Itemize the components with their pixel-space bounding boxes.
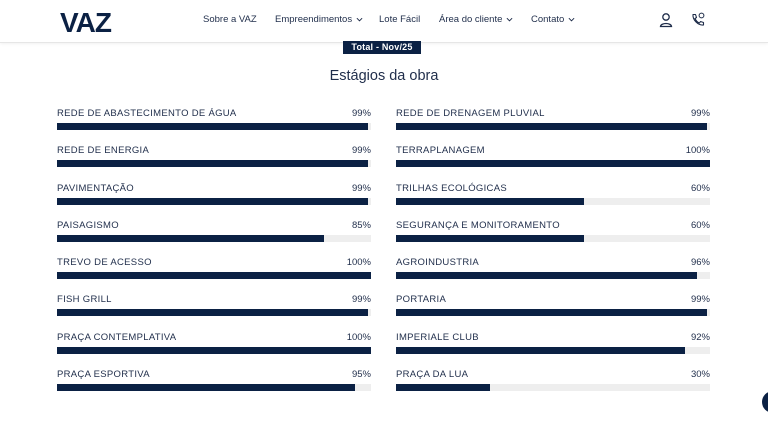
stage-label: PRAÇA CONTEMPLATIVA — [57, 331, 177, 343]
stage-percent: 99% — [351, 294, 371, 306]
stage-item — [396, 106, 710, 143]
stage-label: PAVIMENTAÇÃO — [57, 182, 134, 194]
progress-fill — [57, 123, 368, 130]
progress-fill — [57, 272, 371, 279]
stage-item — [396, 292, 710, 329]
progress-track — [57, 160, 371, 167]
progress-track — [57, 384, 371, 391]
stage-label: PRAÇA DA LUA — [396, 369, 469, 381]
stage-item — [57, 181, 371, 218]
stage-item — [396, 143, 710, 180]
nav-empreendimentos[interactable]: Empreendimentos — [275, 14, 363, 25]
progress-fill — [57, 309, 368, 316]
stage-item — [396, 330, 710, 367]
progress-track — [396, 309, 710, 316]
phone-icon[interactable] — [690, 12, 706, 28]
stage-percent: 30% — [690, 369, 710, 381]
site-header — [0, 0, 768, 43]
stage-percent: 99% — [351, 182, 371, 194]
chevron-down-icon — [568, 16, 575, 23]
stage-label: TREVO DE ACESSO — [57, 257, 152, 269]
progress-fill — [57, 198, 368, 205]
vaz-logo[interactable] — [60, 8, 124, 36]
progress-track — [57, 272, 371, 279]
chevron-down-icon — [356, 16, 363, 23]
progress-track — [396, 235, 710, 242]
nav-area-cliente[interactable]: Área do cliente — [439, 14, 513, 25]
chevron-down-icon — [506, 16, 513, 23]
stage-percent: 60% — [690, 182, 710, 194]
progress-track — [57, 198, 371, 205]
stage-label: PAISAGISMO — [57, 219, 119, 231]
svg-text:VAZ: VAZ — [60, 8, 111, 36]
stage-percent: 60% — [690, 219, 710, 231]
stage-percent: 100% — [685, 145, 710, 157]
period-badge: Total - Nov/25 — [343, 41, 421, 54]
stage-item — [396, 255, 710, 292]
progress-track — [396, 347, 710, 354]
stage-percent: 100% — [346, 331, 371, 343]
stage-percent: 95% — [351, 369, 371, 381]
progress-fill — [396, 309, 707, 316]
stage-item — [396, 367, 710, 404]
progress-fill — [396, 235, 584, 242]
progress-track — [396, 198, 710, 205]
progress-fill — [57, 160, 368, 167]
progress-track — [396, 123, 710, 130]
chat-widget-button[interactable] — [762, 391, 768, 413]
progress-track — [57, 123, 371, 130]
stage-label: REDE DE ABASTECIMENTO DE ÁGUA — [57, 108, 237, 119]
stage-label: REDE DE DRENAGEM PLUVIAL — [396, 108, 545, 119]
stage-label: TERRAPLANAGEM — [396, 145, 485, 157]
stage-item — [57, 367, 371, 404]
stage-label: SEGURANÇA E MONITORAMENTO — [396, 219, 560, 231]
stage-label: PRAÇA ESPORTIVA — [57, 369, 150, 381]
stage-percent: 99% — [690, 294, 710, 306]
progress-track — [57, 309, 371, 316]
stage-percent: 85% — [351, 219, 371, 231]
section-title: Estágios da obra — [329, 68, 439, 84]
progress-fill — [396, 384, 490, 391]
progress-fill — [57, 347, 371, 354]
progress-track — [396, 272, 710, 279]
stage-item — [57, 330, 371, 367]
stage-item — [57, 106, 371, 143]
nav-sobre[interactable]: Sobre a VAZ — [203, 14, 257, 25]
stage-item — [57, 218, 371, 255]
stage-item — [57, 143, 371, 180]
stage-item — [396, 218, 710, 255]
stage-percent: 99% — [351, 108, 371, 119]
stage-label: PORTARIA — [396, 294, 447, 306]
stage-percent: 99% — [351, 145, 371, 157]
stages-left-column — [57, 106, 371, 404]
progress-track — [57, 347, 371, 354]
stage-label: IMPERIALE CLUB — [396, 331, 479, 343]
progress-fill — [57, 235, 324, 242]
nav-contato[interactable]: Contato — [531, 14, 575, 25]
stage-percent: 99% — [690, 108, 710, 119]
nav-lote-facil[interactable]: Lote Fácil — [379, 14, 421, 25]
stage-percent: 92% — [690, 331, 710, 343]
stage-label: AGROINDUSTRIA — [396, 257, 480, 269]
progress-fill — [396, 347, 685, 354]
progress-fill — [396, 272, 697, 279]
stage-label: TRILHAS ECOLÓGICAS — [396, 182, 507, 194]
stage-item — [57, 292, 371, 329]
user-icon[interactable] — [658, 12, 674, 28]
stage-item — [396, 181, 710, 218]
progress-fill — [396, 160, 710, 167]
progress-fill — [57, 384, 355, 391]
progress-fill — [396, 198, 584, 205]
progress-track — [57, 235, 371, 242]
progress-track — [396, 384, 710, 391]
progress-track — [396, 160, 710, 167]
stages-right-column — [396, 106, 710, 404]
stage-label: REDE DE ENERGIA — [57, 145, 150, 157]
stage-label: FISH GRILL — [57, 294, 112, 306]
stage-percent: 96% — [690, 257, 710, 269]
stage-percent: 100% — [346, 257, 371, 269]
stage-item — [57, 255, 371, 292]
progress-fill — [396, 123, 707, 130]
